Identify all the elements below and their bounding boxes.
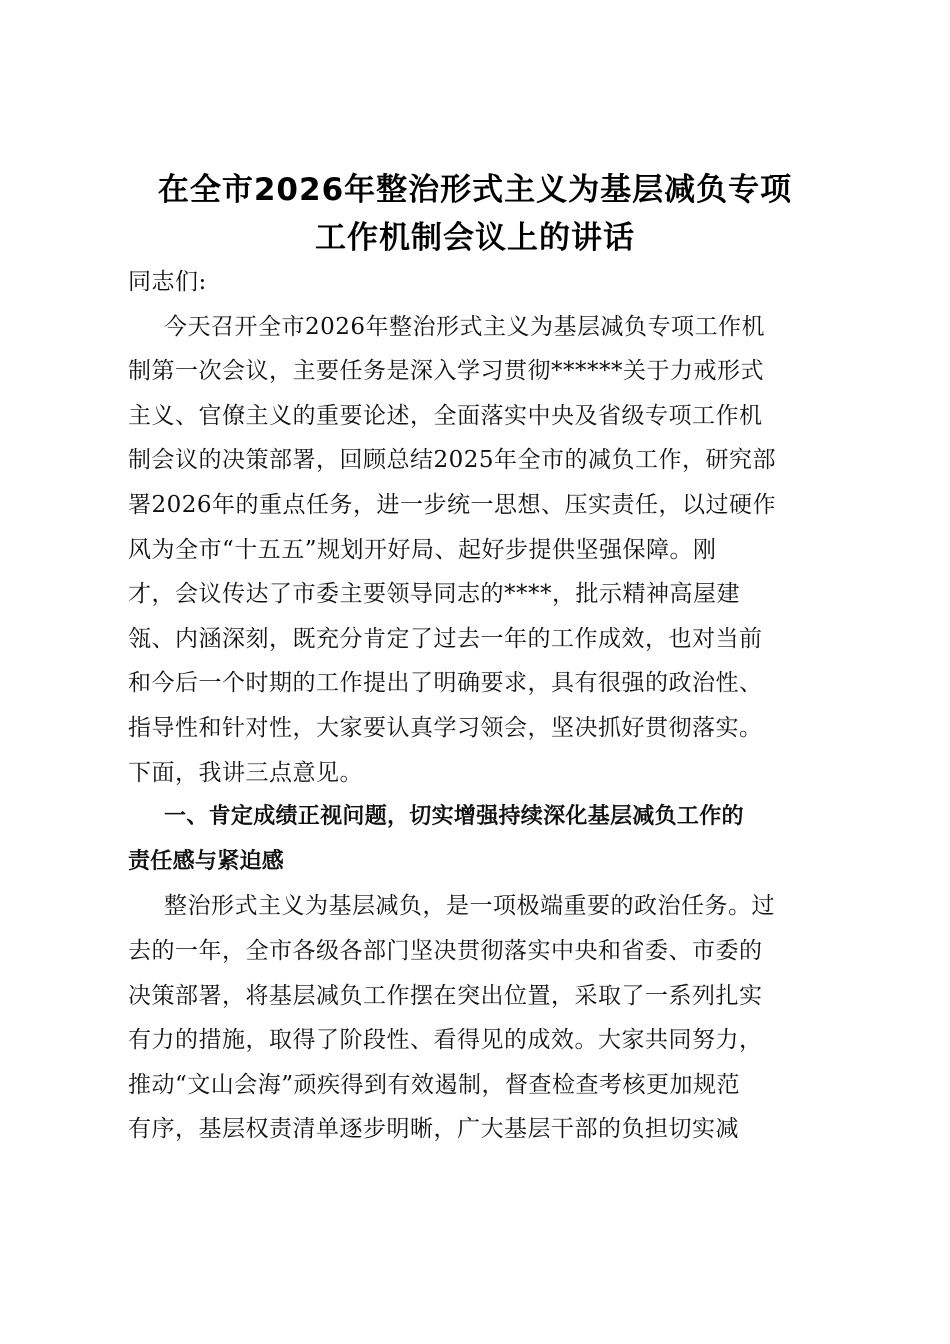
paragraph-line: 整治形式主义为基层减负，是一项极端重要的政治任务。过 <box>164 893 775 920</box>
paragraph-line: 下面，我讲三点意见。 <box>128 759 363 786</box>
document-body <box>128 260 828 1152</box>
heading-line: 责任感与紧迫感 <box>128 848 285 874</box>
section-heading-1 <box>128 795 828 884</box>
paragraph-line: 瓴、内涵深刻，既充分肯定了过去一年的工作成效，也对当前 <box>128 625 763 652</box>
paragraph-line: 推动“文山会海”顽疾得到有效遏制，督查检查考核更加规范 <box>128 1071 741 1098</box>
paragraph-line: 风为全市“十五五”规划开好局、起好步提供坚强保障。刚 <box>128 536 717 563</box>
paragraph-line: 和今后一个时期的工作提出了明确要求，具有很强的政治性、 <box>128 670 763 697</box>
paragraph-line: 有序，基层权责清单逐步明晰，广大基层干部的负担切实减 <box>128 1116 739 1143</box>
paragraph-line: 制会议的决策部署，回顾总结2025年全市的减负工作，研究部 <box>128 447 777 474</box>
paragraph-line: 今天召开全市2026年整治形式主义为基层减负专项工作机 <box>164 313 766 340</box>
paragraph-line: 指导性和针对性，大家要认真学习领会，坚决抓好贯彻落实。 <box>128 714 763 741</box>
paragraph-line: 制第一次会议，主要任务是深入学习贯彻******关于力戒形式 <box>128 358 764 385</box>
salutation: 同志们: <box>128 269 207 295</box>
paragraph-line: 去的一年，全市各级各部门坚决贯彻落实中央和省委、市委的 <box>128 937 763 964</box>
title-line: 工作机制会议上的讲话 <box>315 220 635 256</box>
paragraph-line: 主义、官僚主义的重要论述，全面落实中央及省级专项工作机 <box>128 402 763 429</box>
paragraph-line: 决策部署，将基层减负工作摆在突出位置，采取了一系列扎实 <box>128 982 763 1009</box>
heading-line: 一、肯定成绩正视问题，切实增强持续深化基层减负工作的 <box>164 804 744 830</box>
title-line: 在全市2026年整治形式主义为基层减负专项 <box>157 172 793 208</box>
paragraph-line: 有力的措施，取得了阶段性、看得见的成效。大家共同努力， <box>128 1027 763 1054</box>
paragraph-section-1 <box>128 884 828 1152</box>
paragraph-line: 才，会议传达了市委主要领导同志的****，批示精神高屋建 <box>128 581 740 608</box>
paragraph-line: 署2026年的重点任务，进一步统一思想、压实责任，以过硬作 <box>128 491 777 518</box>
document-title <box>120 166 830 262</box>
paragraph-intro <box>128 305 828 796</box>
